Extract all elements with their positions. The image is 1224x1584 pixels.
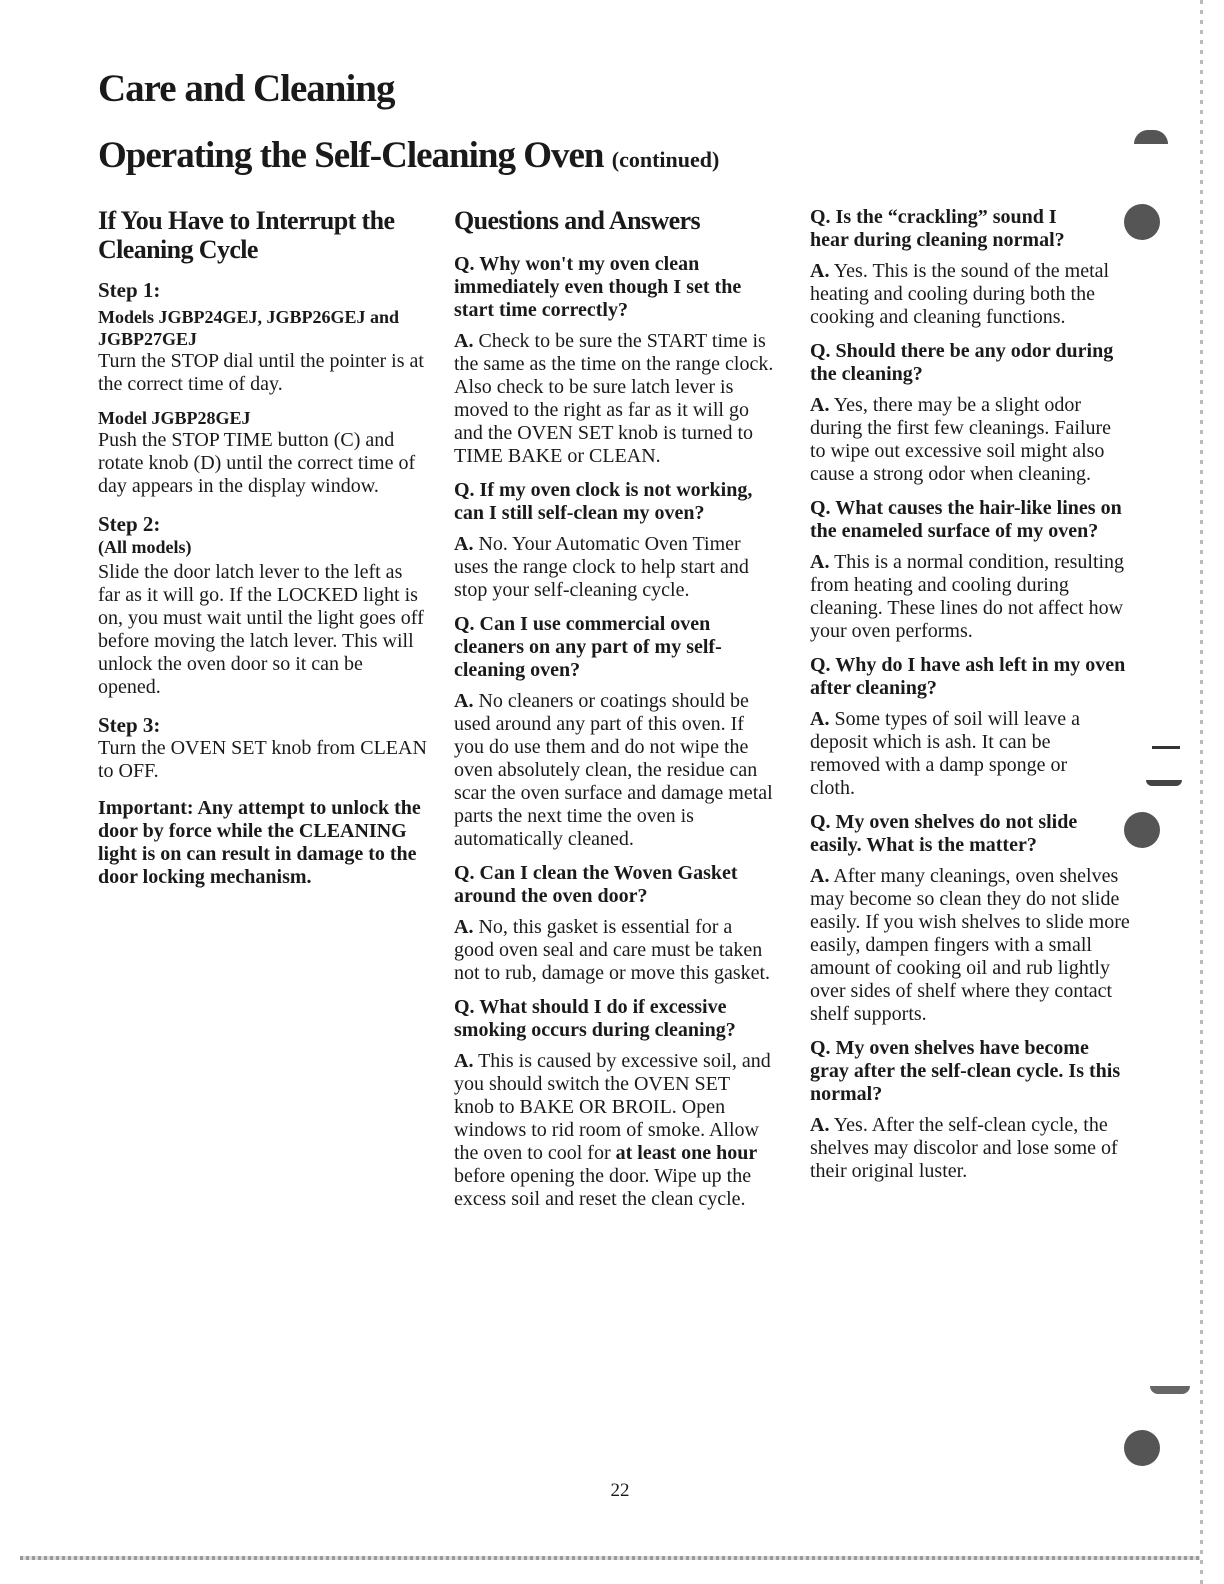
question: Q. Can I use commercial oven cleaners on any part of my self-cleaning oven?	[454, 613, 722, 681]
binder-hole-icon	[1124, 204, 1160, 240]
step-1-label: Step 1:	[98, 278, 161, 302]
qa-item	[810, 811, 1130, 1026]
qa-item	[810, 654, 1130, 800]
qa-item	[454, 613, 774, 851]
scan-bottom-edge	[20, 1556, 1200, 1560]
scan-edge	[1200, 0, 1203, 1584]
step-1	[98, 278, 428, 396]
margin-mark	[1134, 130, 1168, 144]
question: Q. What causes the hair-like lines on the enameled surface of my oven?	[810, 497, 1122, 542]
answer: A. Yes. This is the sound of the metal heating and cooling during both the cooking and cleaning functions.	[810, 260, 1110, 328]
question: Q. Is the “crackling” sound I hear during cleaning normal?	[810, 206, 1065, 251]
qa-item	[454, 253, 774, 468]
qa-item	[810, 1037, 1130, 1183]
answer: A. Check to be sure the START time is the same as the time on the range clock. Also check to be sure latch lever is moved to the right as far as it will go and the OVEN SET knob is turned to TIME BAKE or CLEAN.	[454, 330, 774, 467]
qa-column-left	[454, 206, 774, 1222]
step-1-text-a: Turn the STOP dial until the pointer is at the correct time of day.	[98, 350, 424, 395]
page-number: 22	[610, 1480, 630, 1501]
step-1-models-b: Model JGBP28GEJ	[98, 408, 251, 428]
question: Q. Can I clean the Woven Gasket around the oven door?	[454, 862, 738, 907]
interrupt-heading: If You Have to Interrupt the Cleaning Cycle	[98, 206, 395, 264]
page-title: Care and Cleaning	[98, 67, 395, 110]
answer: A. No cleaners or coatings should be used around any part of this oven. If you do use them and do not wipe the oven absolutely clean, the residue can scar the oven surface and damage metal parts the next time the oven is automatically cleaned.	[454, 690, 773, 850]
answer: A. Some types of soil will leave a deposit which is ash. It can be removed with a damp sponge or cloth.	[810, 708, 1080, 799]
qa-item	[810, 206, 1130, 329]
continued-label: (continued)	[611, 147, 720, 172]
question: Q. Why do I have ash left in my oven after cleaning?	[810, 654, 1126, 699]
question: Q. If my oven clock is not working, can I still self-clean my oven?	[454, 479, 753, 524]
qa-item	[454, 479, 774, 602]
step-3-label: Step 3:	[98, 713, 161, 737]
question: Q. Why won't my oven clean immediately even though I set the start time correctly?	[454, 253, 742, 321]
step-3-text: Turn the OVEN SET knob from CLEAN to OFF.	[98, 737, 427, 782]
step-3	[98, 713, 428, 783]
answer: A. Yes. After the self-clean cycle, the shelves may discolor and lose some of their original luster.	[810, 1114, 1118, 1182]
qa-heading: Questions and Answers	[454, 206, 701, 235]
binder-hole-icon	[1124, 1430, 1160, 1466]
answer: A. Yes, there may be a slight odor during the first few cleanings. Failure to wipe out excessive soil might also cause a strong odor when cleaning.	[810, 394, 1112, 485]
step-1-models-a: Models JGBP24GEJ, JGBP26GEJ and JGBP27GEJ	[98, 307, 400, 349]
qa-item	[810, 497, 1130, 643]
step-2-label: Step 2:	[98, 512, 161, 536]
interrupt-column	[98, 206, 428, 889]
question: Q. Should there be any odor during the cleaning?	[810, 340, 1114, 385]
answer: A. No, this gasket is essential for a good oven seal and care must be taken not to rub, damage or move this gasket.	[454, 916, 771, 984]
question: Q. My oven shelves do not slide easily. What is the matter?	[810, 811, 1078, 856]
answer: A. No. Your Automatic Oven Timer uses the range clock to help start and stop your self-cleaning cycle.	[454, 533, 749, 601]
qa-item	[454, 862, 774, 985]
step-1-text-b: Push the STOP TIME button (C) and rotate knob (D) until the correct time of day appears in the display window.	[98, 429, 416, 497]
important-note: Important: Any attempt to unlock the door by force while the CLEANING light is on can result in damage to the door locking mechanism.	[98, 797, 421, 888]
answer: A. After many cleanings, oven shelves may become so clean they do not slide easily. If you wish shelves to slide more easily, dampen fingers with a small amount of cooking oil and rub lightly over sides of shelf where they contact shelf supports.	[810, 865, 1130, 1025]
answer: A. This is caused by excessive soil, and you should switch the OVEN SET knob to BAKE OR BROIL. Open windows to rid room of smoke. Allow the oven to cool for at least one hour before opening the door. Wipe up the excess soil and reset the clean cycle.	[454, 1050, 771, 1210]
margin-mark	[1152, 746, 1180, 749]
step-2-models: (All models)	[98, 537, 192, 557]
step-2	[98, 512, 428, 699]
binder-hole-icon	[1124, 812, 1160, 848]
question: Q. My oven shelves have become gray after the self-clean cycle. Is this normal?	[810, 1037, 1121, 1105]
question: Q. What should I do if excessive smoking occurs during cleaning?	[454, 996, 736, 1041]
section-title	[98, 134, 719, 177]
section-title-text: Operating the Self-Cleaning Oven	[98, 135, 604, 176]
qa-item	[810, 340, 1130, 486]
qa-column-right	[810, 206, 1130, 1194]
step-2-text: Slide the door latch lever to the left as far as it will go. If the LOCKED light is on, you must wait until the light goes off before moving the latch lever. This will unlock the oven door so it can be opened.	[98, 561, 424, 698]
margin-mark	[1150, 1386, 1190, 1394]
qa-item	[454, 996, 774, 1211]
step-1b	[98, 407, 428, 498]
margin-mark	[1146, 780, 1182, 786]
answer: A. This is a normal condition, resulting from heating and cooling during cleaning. These lines do not affect how your oven performs.	[810, 551, 1125, 642]
